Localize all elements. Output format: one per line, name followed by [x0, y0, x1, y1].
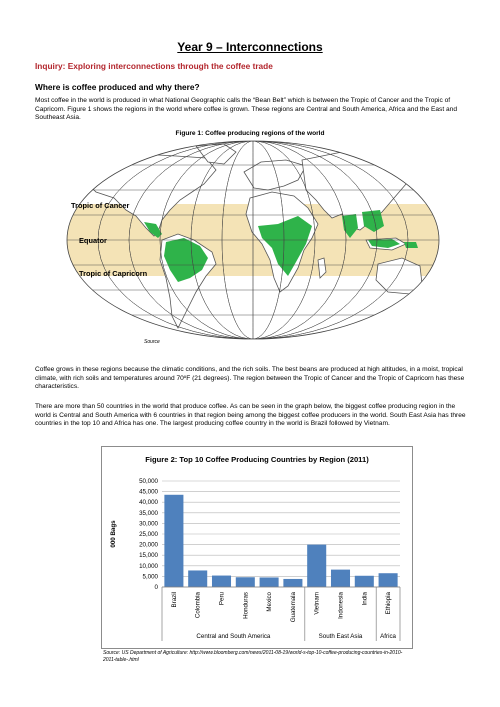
category-label: Colombia	[194, 592, 202, 619]
region-label: Central and South America	[196, 633, 271, 640]
figure2-chart	[101, 446, 413, 649]
category-label: India	[361, 592, 369, 606]
y-tick-label: 45,000	[139, 488, 158, 496]
category-label: Brazil	[170, 592, 178, 608]
bar	[355, 576, 374, 587]
category-label: Honduras	[242, 592, 250, 619]
inquiry-heading: Inquiry: Exploring interconnections through the coffee trade	[35, 61, 273, 71]
category-label: Peru	[218, 592, 226, 606]
tropic-of-capricorn-label: Tropic of Capricorn	[79, 269, 148, 278]
y-tick-label: 35,000	[139, 509, 158, 517]
equator-label: Equator	[79, 236, 107, 245]
region-groups	[196, 587, 400, 641]
y-tick-label: 5,000	[142, 573, 158, 581]
section-question: Where is coffee produced and why there?	[35, 82, 200, 92]
category-labels	[171, 591, 392, 622]
chart-title: Figure 2: Top 10 Coffee Producing Countries by Region (2011)	[145, 455, 369, 464]
y-tick-label: 25,000	[139, 531, 158, 538]
world-coffee-map	[66, 140, 440, 340]
page-title: Year 9 – Interconnections	[177, 40, 323, 54]
category-label: Indonesia	[337, 592, 345, 619]
intro-paragraph: Most coffee in the world is produced in what National Geographic calls the “Bean Belt” which is between the Tropic of Cancer and the Tropic of Capricorn. Figure 1 shows the regions in the world where coffee is grown. These regions are Central and South America, Africa and the East and Southeast Asia.	[35, 97, 457, 122]
climate-paragraph: Coffee grows in these regions because the climatic conditions, and the rich soils. The best beans are produced at high altitudes, in a moist, tropical climate, with rich soils and temperatures around 70ºF (21 degrees). The region between the Tropic of Cancer and the Tropic of Capricorn has these characteristics.	[35, 366, 465, 391]
producers-paragraph: There are more than 50 countries in the world that produce coffee. As can be seen in the graph below, the biggest coffee producing region in the world is Central and South America with 6 countries in that region being among the biggest coffee producers in the world. South East Asia has three countries in the top 10 and Africa has one. The largest producing coffee country in the world is Brazil followed by Vietnam.	[35, 403, 466, 428]
region-label: Africa	[380, 633, 397, 640]
category-label: Vietnam	[313, 592, 321, 615]
bar	[164, 495, 183, 587]
figure2-chart-svg	[102, 447, 412, 648]
chart-source: Source: US Department of Agriculture: http://www.bloomberg.com/news/2011-08-19/world-s-top-10-coffee-producing-countries-in-2010-2011-table-.html	[103, 650, 403, 663]
y-tick-label: 40,000	[139, 499, 158, 507]
tropic-of-cancer-label: Tropic of Cancer	[71, 201, 130, 210]
chart-bars	[164, 495, 397, 587]
y-tick-label: 30,000	[139, 520, 158, 528]
bar	[307, 545, 326, 587]
y-tick-label: 15,000	[139, 552, 158, 560]
y-tick-label: 10,000	[139, 562, 158, 570]
bar	[379, 573, 398, 587]
bar	[331, 570, 350, 587]
category-label: Guatemala	[289, 592, 297, 623]
bar	[283, 579, 302, 587]
region-label: South East Asia	[318, 633, 363, 640]
figure1-title: Figure 1: Coffee producing regions of the world	[175, 130, 325, 137]
category-label: Mexico	[266, 592, 274, 612]
bar	[260, 577, 279, 587]
category-label: Ethiopia	[385, 592, 393, 615]
y-axis-label: 000 Bags	[110, 520, 117, 548]
bar	[236, 577, 255, 587]
map-source: Source	[144, 339, 160, 345]
y-tick-label: 20,000	[139, 541, 158, 549]
y-axis-ticks	[139, 478, 158, 591]
coffee-png	[404, 242, 418, 248]
bar	[212, 576, 231, 587]
bar	[188, 570, 207, 587]
y-tick-label: 0	[154, 584, 158, 591]
y-tick-label: 50,000	[139, 478, 158, 485]
